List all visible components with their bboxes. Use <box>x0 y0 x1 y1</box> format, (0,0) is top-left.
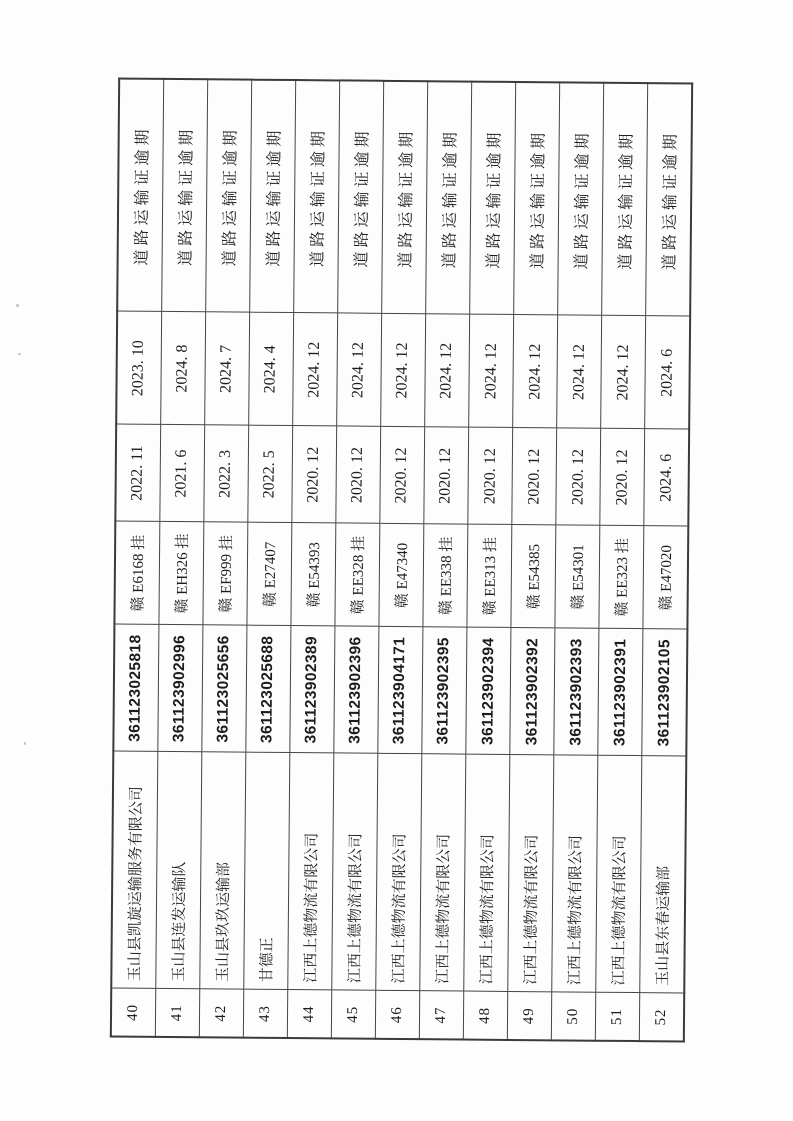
cell-plate: 赣 EH326 挂 <box>158 522 203 625</box>
scan-speck <box>18 353 21 355</box>
transport-certificate-overdue-table <box>110 78 693 1043</box>
cell-company: 江西上德物流有限公司 <box>596 756 642 993</box>
cell-company: 江西上德物流有限公司 <box>376 754 422 991</box>
cell-plate: 赣 EE313 挂 <box>467 525 512 628</box>
cell-date-2: 2024. 12 <box>292 313 337 426</box>
cell-date-1: 2020. 12 <box>512 428 557 525</box>
cell-plate: 赣 E6168 挂 <box>114 521 159 624</box>
cell-company: 江西上德物流有限公司 <box>420 754 466 991</box>
cell-index: 46 <box>375 991 419 1039</box>
cell-index: 51 <box>596 993 640 1041</box>
table-body <box>111 79 692 1042</box>
cell-company: 玉山县连发运输队 <box>155 752 201 989</box>
cell-date-1: 2022. 3 <box>203 425 248 522</box>
cell-plate: 赣 E47020 <box>643 526 688 629</box>
cell-cert-no: 361123902393 <box>554 628 599 755</box>
cell-date-2: 2024. 12 <box>381 314 426 427</box>
cell-date-1: 2022. 5 <box>248 426 293 523</box>
cell-date-1: 2020. 12 <box>556 428 601 525</box>
cell-status: 道路运输证逾期 <box>470 82 516 315</box>
cell-status: 道路运输证逾期 <box>249 80 295 313</box>
cell-company: 江西上德物流有限公司 <box>288 753 334 990</box>
rotated-table-region <box>110 80 694 1043</box>
cell-status: 道路运输证逾期 <box>646 83 692 316</box>
cell-plate: 赣 E54385 <box>511 525 556 628</box>
cell-cert-no: 361123904171 <box>378 627 423 754</box>
cell-index: 49 <box>507 992 551 1040</box>
cell-cert-no: 361123902391 <box>598 629 643 756</box>
cell-cert-no: 361123025656 <box>201 625 246 752</box>
cell-company: 玉山县东春运输部 <box>640 756 686 993</box>
cell-index: 44 <box>287 990 331 1038</box>
cell-status: 道路运输证逾期 <box>205 79 251 312</box>
cell-index: 45 <box>331 990 375 1038</box>
cell-date-2: 2024. 6 <box>645 316 690 429</box>
cell-status: 道路运输证逾期 <box>382 81 428 314</box>
table-row <box>640 83 693 1041</box>
cell-date-1: 2020. 12 <box>600 429 645 526</box>
cell-date-2: 2024. 12 <box>469 315 514 428</box>
cell-date-1: 2024. 6 <box>644 429 689 526</box>
cell-date-2: 2024. 7 <box>204 312 249 425</box>
cell-date-1: 2020. 12 <box>336 426 381 523</box>
cell-status: 道路运输证逾期 <box>337 80 383 313</box>
cell-company: 江西上德物流有限公司 <box>508 755 554 992</box>
cell-date-1: 2020. 12 <box>424 427 469 524</box>
cell-plate: 赣 E47340 <box>379 524 424 627</box>
cell-cert-no: 361123025688 <box>246 626 291 753</box>
cell-company: 玉山县凯旋运输服务有限公司 <box>111 751 157 988</box>
cell-status: 道路运输证逾期 <box>161 79 207 312</box>
scan-speck <box>16 304 19 307</box>
cell-status: 道路运输证逾期 <box>293 80 339 313</box>
cell-company: 甘德正 <box>243 753 289 990</box>
cell-status: 道路运输证逾期 <box>514 82 560 315</box>
scan-speck <box>24 742 26 745</box>
cell-date-2: 2024. 12 <box>601 316 646 429</box>
cell-plate: 赣 E54301 <box>555 525 600 628</box>
cell-date-2: 2024. 12 <box>425 314 470 427</box>
cell-plate: 赣 EF999 挂 <box>203 522 248 625</box>
cell-status: 道路运输证逾期 <box>117 79 163 312</box>
cell-date-1: 2021. 6 <box>159 425 204 522</box>
cell-plate: 赣 EE323 挂 <box>599 526 644 629</box>
cell-cert-no: 361123902392 <box>510 628 555 755</box>
cell-date-1: 2020. 12 <box>292 426 337 523</box>
cell-date-1: 2020. 12 <box>380 427 425 524</box>
cell-cert-no: 361123902105 <box>642 629 687 756</box>
cell-index: 47 <box>419 991 463 1039</box>
cell-date-2: 2024. 8 <box>160 312 205 425</box>
cell-cert-no: 361123902395 <box>422 627 467 754</box>
cell-company: 江西上德物流有限公司 <box>464 755 510 992</box>
cell-date-2: 2024. 12 <box>513 315 558 428</box>
cell-cert-no: 361123902394 <box>466 628 511 755</box>
cell-index: 43 <box>243 990 287 1038</box>
cell-company: 江西上德物流有限公司 <box>552 755 598 992</box>
cell-date-2: 2023. 10 <box>116 312 161 425</box>
cell-cert-no: 361123902389 <box>290 626 335 753</box>
cell-date-1: 2022. 11 <box>115 425 160 522</box>
cell-status: 道路运输证逾期 <box>558 82 604 315</box>
cell-plate: 赣 EE338 挂 <box>423 524 468 627</box>
cell-date-2: 2024. 12 <box>336 313 381 426</box>
cell-plate: 赣 EE328 挂 <box>335 523 380 626</box>
cell-company: 玉山县玖玖运输部 <box>199 752 245 989</box>
cell-cert-no: 361123902396 <box>334 626 379 753</box>
cell-date-1: 2020. 12 <box>468 428 513 525</box>
cell-index: 42 <box>199 989 243 1037</box>
cell-plate: 赣 E27407 <box>247 523 292 626</box>
cell-date-2: 2024. 4 <box>248 313 293 426</box>
cell-cert-no: 361123902996 <box>157 625 202 752</box>
cell-company: 江西上德物流有限公司 <box>332 753 378 990</box>
cell-index: 48 <box>463 992 507 1040</box>
cell-cert-no: 361123025818 <box>113 624 158 751</box>
cell-plate: 赣 E54393 <box>291 523 336 626</box>
cell-status: 道路运输证逾期 <box>426 81 472 314</box>
cell-index: 50 <box>551 992 595 1040</box>
cell-status: 道路运输证逾期 <box>602 83 648 316</box>
cell-index: 40 <box>111 988 155 1036</box>
cell-date-2: 2024. 12 <box>557 315 602 428</box>
cell-index: 52 <box>640 993 685 1041</box>
cell-index: 41 <box>155 989 199 1037</box>
